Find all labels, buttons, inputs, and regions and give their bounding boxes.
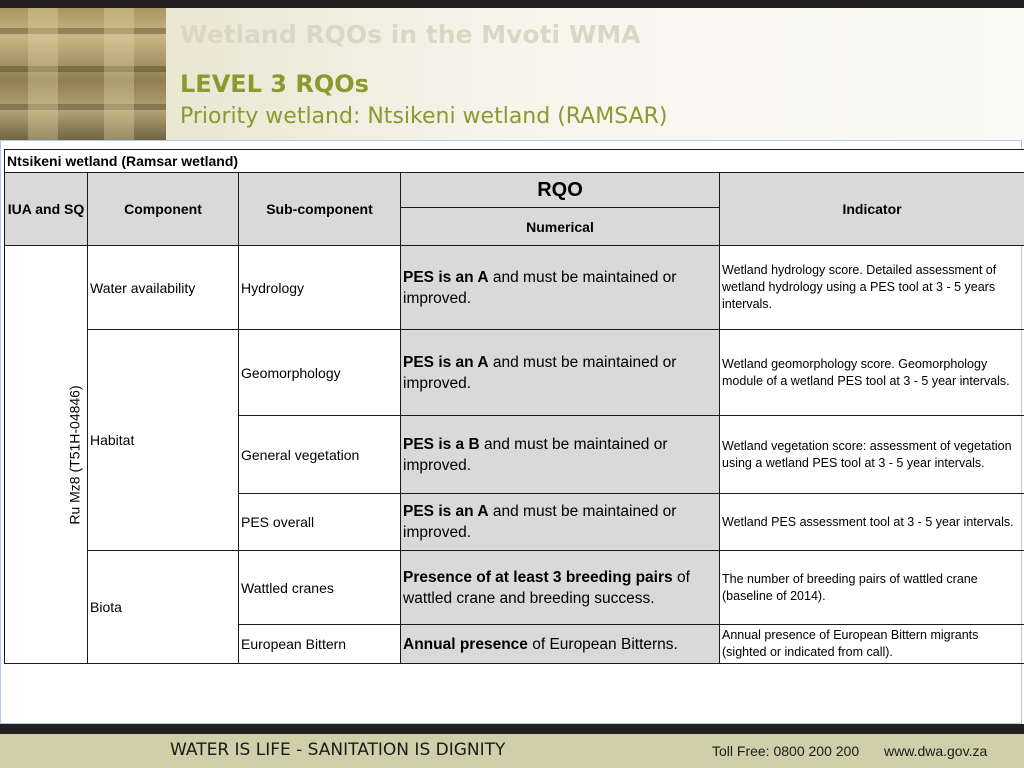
slide-footer <box>0 734 1024 768</box>
sq-cell <box>5 246 88 664</box>
top-bar <box>0 0 1024 8</box>
component-cell: Water availability <box>88 246 239 330</box>
component-cell: Biota <box>88 551 239 664</box>
header-numerical: Numerical <box>401 208 720 246</box>
header-photo <box>0 8 166 140</box>
numerical-cell: Presence of at least 3 breeding pairs of wattled crane and breeding success. <box>401 551 720 625</box>
indicator-cell: Wetland vegetation score: assessment of vegetation using a wetland PES tool at 3 - 5 year intervals. <box>720 416 1024 494</box>
header-indicator: Indicator <box>720 173 1024 246</box>
slide-header <box>0 8 1024 140</box>
indicator-cell: Wetland hydrology score. Detailed assessment of wetland hydrology using a PES tool at 3 - 5 years intervals. <box>720 246 1024 330</box>
numerical-cell: PES is an A and must be maintained or improved. <box>401 494 720 551</box>
footer-slogan: WATER IS LIFE - SANITATION IS DIGNITY <box>170 740 506 760</box>
numerical-cell: PES is a B and must be maintained or improved. <box>401 416 720 494</box>
subcomponent-cell: Wattled cranes <box>239 551 401 625</box>
sq-value: Ru Mz8 (T51H-04846) <box>66 384 83 525</box>
table-row <box>5 246 1024 330</box>
slide-pretitle: Wetland RQOs in the Mvoti WMA <box>180 20 641 49</box>
component-cell: Habitat <box>88 330 239 551</box>
subcomponent-cell: Hydrology <box>239 246 401 330</box>
table-row <box>5 330 1024 416</box>
header-component: Component <box>88 173 239 246</box>
footer-url: www.dwa.gov.za <box>884 743 988 759</box>
footer-strip <box>0 724 1024 734</box>
rqo-table <box>4 149 1024 664</box>
table-row <box>5 551 1024 625</box>
slide-subtitle: Priority wetland: Ntsikeni wetland (RAMSAR) <box>180 104 668 129</box>
indicator-cell: Wetland PES assessment tool at 3 - 5 year intervals. <box>720 494 1024 551</box>
header-subcomponent: Sub-component <box>239 173 401 246</box>
numerical-cell: Annual presence of European Bitterns. <box>401 625 720 664</box>
header-iua-sq: IUA and SQ <box>5 173 88 246</box>
header-rqo: RQO <box>401 173 720 208</box>
indicator-cell: The number of breeding pairs of wattled crane (baseline of 2014). <box>720 551 1024 625</box>
subcomponent-cell: European Bittern <box>239 625 401 664</box>
table-caption: Ntsikeni wetland (Ramsar wetland) <box>5 150 1024 173</box>
subcomponent-cell: Geomorphology <box>239 330 401 416</box>
slide-title: LEVEL 3 RQOs <box>180 70 369 98</box>
numerical-cell: PES is an A and must be maintained or improved. <box>401 330 720 416</box>
subcomponent-cell: PES overall <box>239 494 401 551</box>
indicator-cell: Annual presence of European Bittern migrants (sighted or indicated from call). <box>720 625 1024 664</box>
indicator-cell: Wetland geomorphology score. Geomorphology module of a wetland PES tool at 3 - 5 year intervals. <box>720 330 1024 416</box>
subcomponent-cell: General vegetation <box>239 416 401 494</box>
numerical-cell: PES is an A and must be maintained or improved. <box>401 246 720 330</box>
footer-toll-free: Toll Free: 0800 200 200 <box>712 743 860 759</box>
